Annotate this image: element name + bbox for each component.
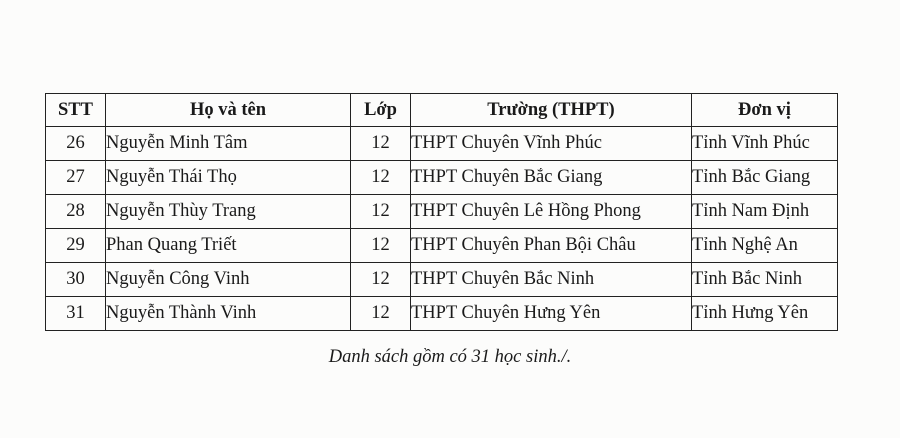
cell-school: THPT Chuyên Lê Hồng Phong <box>411 195 692 229</box>
cell-unit: Tỉnh Bắc Giang <box>692 161 838 195</box>
header-stt: STT <box>46 94 106 127</box>
cell-stt: 28 <box>46 195 106 229</box>
table-row <box>46 297 838 331</box>
cell-stt: 29 <box>46 229 106 263</box>
cell-unit: Tỉnh Nghệ An <box>692 229 838 263</box>
cell-school: THPT Chuyên Phan Bội Châu <box>411 229 692 263</box>
list-summary-note: Danh sách gồm có 31 học sinh./. <box>328 347 572 367</box>
student-list-table <box>45 93 838 331</box>
header-grade: Lớp <box>351 94 411 127</box>
cell-grade: 12 <box>351 297 411 331</box>
cell-grade: 12 <box>351 263 411 297</box>
table-row <box>46 195 838 229</box>
cell-grade: 12 <box>351 195 411 229</box>
header-unit: Đơn vị <box>692 94 838 127</box>
cell-stt: 30 <box>46 263 106 297</box>
cell-grade: 12 <box>351 161 411 195</box>
cell-grade: 12 <box>351 229 411 263</box>
cell-name: Nguyễn Thành Vinh <box>106 297 351 331</box>
cell-unit: Tỉnh Bắc Ninh <box>692 263 838 297</box>
cell-school: THPT Chuyên Vĩnh Phúc <box>411 127 692 161</box>
cell-stt: 31 <box>46 297 106 331</box>
cell-name: Nguyễn Công Vinh <box>106 263 351 297</box>
cell-school: THPT Chuyên Bắc Ninh <box>411 263 692 297</box>
cell-stt: 27 <box>46 161 106 195</box>
cell-stt: 26 <box>46 127 106 161</box>
cell-school: THPT Chuyên Bắc Giang <box>411 161 692 195</box>
table-row <box>46 263 838 297</box>
header-school: Trường (THPT) <box>411 94 692 127</box>
cell-name: Phan Quang Triết <box>106 229 351 263</box>
cell-unit: Tỉnh Vĩnh Phúc <box>692 127 838 161</box>
cell-unit: Tỉnh Hưng Yên <box>692 297 838 331</box>
table-row <box>46 127 838 161</box>
cell-name: Nguyễn Minh Tâm <box>106 127 351 161</box>
table-header-row <box>46 94 838 127</box>
cell-name: Nguyễn Thái Thọ <box>106 161 351 195</box>
cell-school: THPT Chuyên Hưng Yên <box>411 297 692 331</box>
cell-grade: 12 <box>351 127 411 161</box>
table-row <box>46 229 838 263</box>
table-row <box>46 161 838 195</box>
header-name: Họ và tên <box>106 94 351 127</box>
cell-name: Nguyễn Thùy Trang <box>106 195 351 229</box>
cell-unit: Tỉnh Nam Định <box>692 195 838 229</box>
